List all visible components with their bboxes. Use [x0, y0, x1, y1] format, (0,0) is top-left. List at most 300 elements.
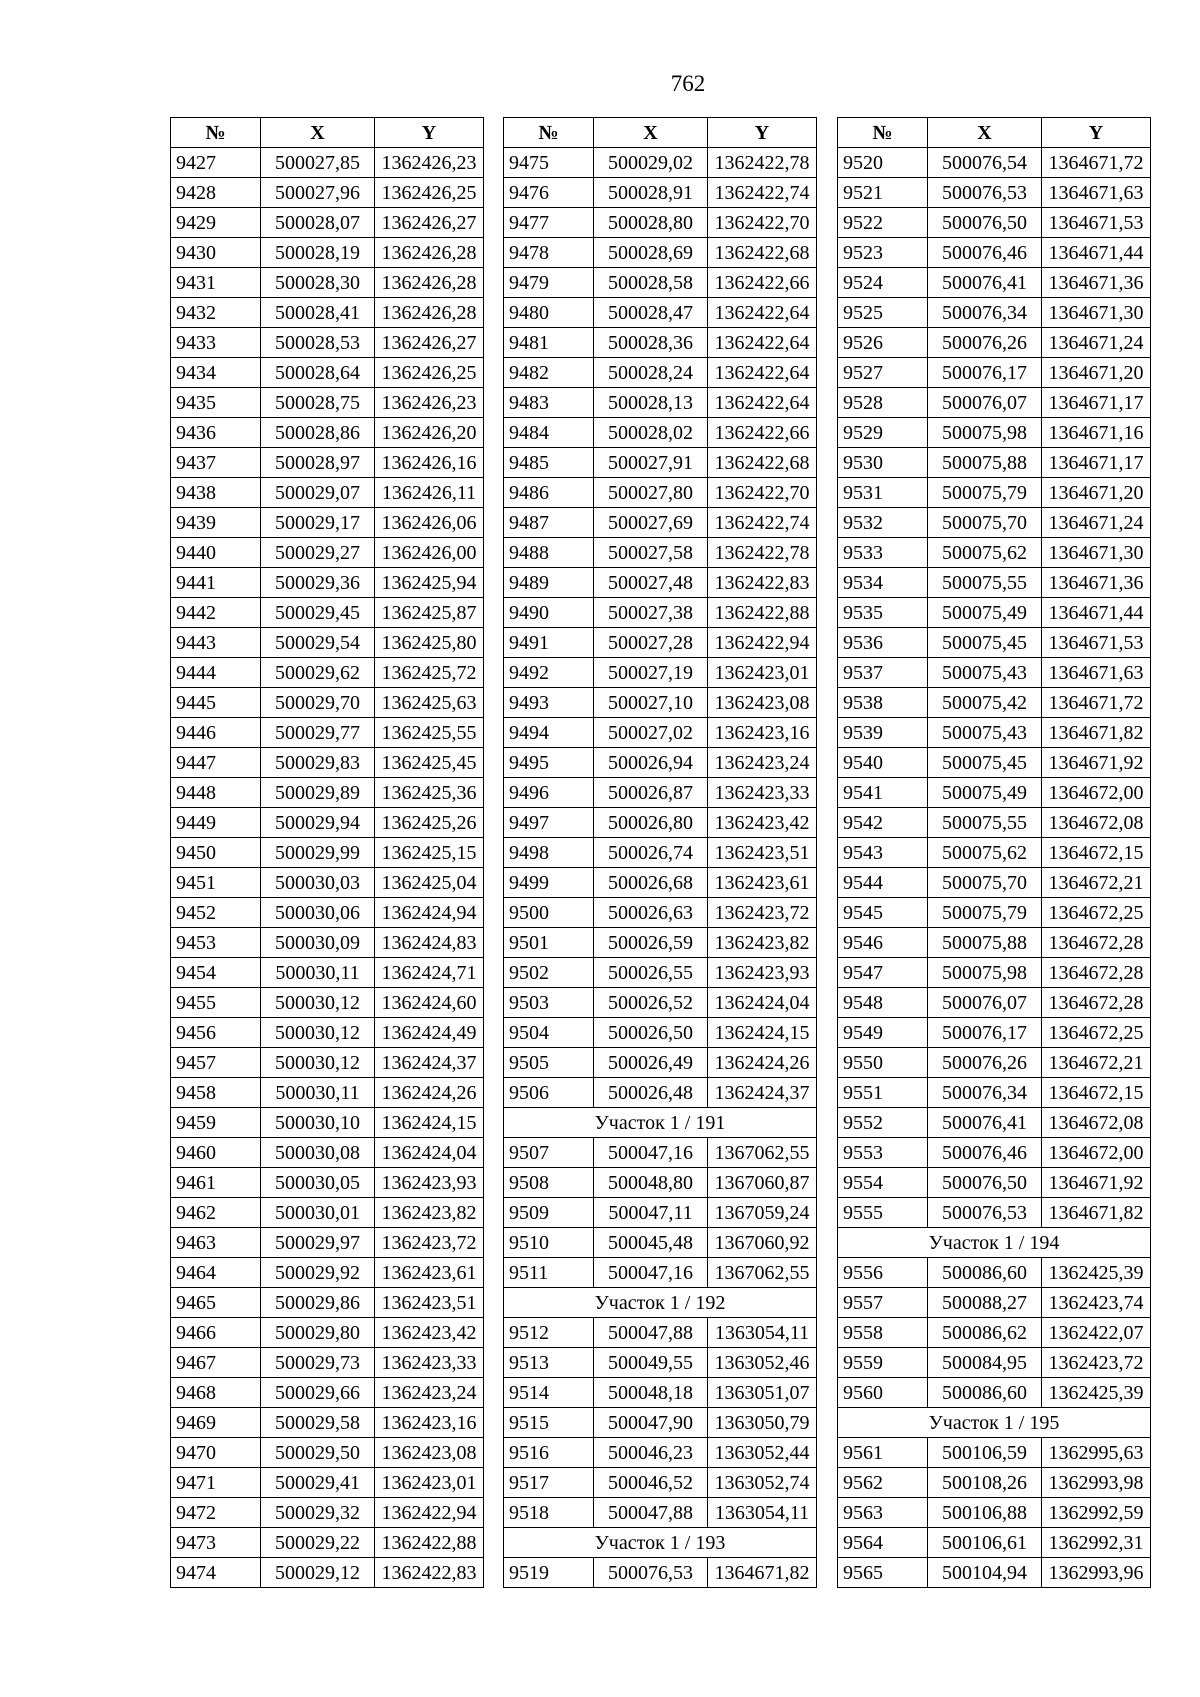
table-row: [838, 778, 1151, 808]
table-row: [171, 988, 484, 1018]
x-coordinate-cell: 500028,19: [261, 238, 375, 268]
table-row: [504, 988, 817, 1018]
x-coordinate-cell: 500028,75: [261, 388, 375, 418]
table-row: [171, 1408, 484, 1438]
y-coordinate-cell: 1362426,23: [375, 388, 484, 418]
point-number-cell: 9522: [838, 208, 928, 238]
table-row: [838, 898, 1151, 928]
x-coordinate-cell: 500047,11: [594, 1198, 708, 1228]
y-coordinate-cell: 1362423,72: [375, 1228, 484, 1258]
y-coordinate-cell: 1364671,30: [1042, 298, 1151, 328]
table-row: [838, 748, 1151, 778]
table-row: [504, 688, 817, 718]
point-number-cell: 9548: [838, 988, 928, 1018]
table-row: [838, 928, 1151, 958]
x-coordinate-cell: 500030,12: [261, 1048, 375, 1078]
point-number-cell: 9547: [838, 958, 928, 988]
x-coordinate-cell: 500076,46: [928, 238, 1042, 268]
x-coordinate-cell: 500029,62: [261, 658, 375, 688]
table-row: [171, 388, 484, 418]
header-row: [838, 118, 1151, 148]
point-number-cell: 9519: [504, 1558, 594, 1588]
point-number-cell: 9468: [171, 1378, 261, 1408]
y-coordinate-cell: 1362423,16: [375, 1408, 484, 1438]
column-header-y: Y: [375, 118, 484, 148]
x-coordinate-cell: 500029,89: [261, 778, 375, 808]
y-coordinate-cell: 1363054,11: [708, 1318, 817, 1348]
table-row: [504, 148, 817, 178]
x-coordinate-cell: 500027,85: [261, 148, 375, 178]
y-coordinate-cell: 1362423,24: [375, 1378, 484, 1408]
x-coordinate-cell: 500048,80: [594, 1168, 708, 1198]
y-coordinate-cell: 1362425,55: [375, 718, 484, 748]
table-row: [171, 1318, 484, 1348]
x-coordinate-cell: 500027,02: [594, 718, 708, 748]
table-row: [171, 1348, 484, 1378]
table-row: [504, 838, 817, 868]
coordinates-table-2: [503, 117, 817, 1588]
point-number-cell: 9539: [838, 718, 928, 748]
table-row: [838, 178, 1151, 208]
point-number-cell: 9430: [171, 238, 261, 268]
y-coordinate-cell: 1363052,44: [708, 1438, 817, 1468]
y-coordinate-cell: 1362422,70: [708, 478, 817, 508]
table-row: [504, 358, 817, 388]
x-coordinate-cell: 500026,74: [594, 838, 708, 868]
point-number-cell: 9500: [504, 898, 594, 928]
x-coordinate-cell: 500076,07: [928, 988, 1042, 1018]
table-row: [838, 418, 1151, 448]
table-row: [171, 958, 484, 988]
y-coordinate-cell: 1364671,92: [1042, 748, 1151, 778]
table-row: [838, 1048, 1151, 1078]
x-coordinate-cell: 500075,49: [928, 598, 1042, 628]
x-coordinate-cell: 500029,54: [261, 628, 375, 658]
table-row: [171, 1228, 484, 1258]
point-number-cell: 9498: [504, 838, 594, 868]
x-coordinate-cell: 500030,03: [261, 868, 375, 898]
x-coordinate-cell: 500030,05: [261, 1168, 375, 1198]
y-coordinate-cell: 1364671,20: [1042, 478, 1151, 508]
table-row: [838, 268, 1151, 298]
table-row: [504, 1438, 817, 1468]
y-coordinate-cell: 1362995,63: [1042, 1438, 1151, 1468]
table-row: [171, 1048, 484, 1078]
y-coordinate-cell: 1362423,24: [708, 748, 817, 778]
table-row: [171, 628, 484, 658]
y-coordinate-cell: 1362426,00: [375, 538, 484, 568]
y-coordinate-cell: 1363054,11: [708, 1498, 817, 1528]
x-coordinate-cell: 500029,86: [261, 1288, 375, 1318]
table-row: [504, 748, 817, 778]
x-coordinate-cell: 500048,18: [594, 1378, 708, 1408]
y-coordinate-cell: 1364672,21: [1042, 1048, 1151, 1078]
x-coordinate-cell: 500075,55: [928, 808, 1042, 838]
x-coordinate-cell: 500108,26: [928, 1468, 1042, 1498]
y-coordinate-cell: 1364671,16: [1042, 418, 1151, 448]
table-row: [171, 418, 484, 448]
table-row: [838, 838, 1151, 868]
point-number-cell: 9433: [171, 328, 261, 358]
y-coordinate-cell: 1364672,00: [1042, 1138, 1151, 1168]
point-number-cell: 9536: [838, 628, 928, 658]
point-number-cell: 9427: [171, 148, 261, 178]
y-coordinate-cell: 1364672,21: [1042, 868, 1151, 898]
y-coordinate-cell: 1367059,24: [708, 1198, 817, 1228]
point-number-cell: 9458: [171, 1078, 261, 1108]
section-label: Участок 1 / 191: [504, 1108, 817, 1138]
point-number-cell: 9473: [171, 1528, 261, 1558]
table-row: [838, 478, 1151, 508]
point-number-cell: 9439: [171, 508, 261, 538]
y-coordinate-cell: 1362426,28: [375, 268, 484, 298]
y-coordinate-cell: 1362425,04: [375, 868, 484, 898]
point-number-cell: 9557: [838, 1288, 928, 1318]
x-coordinate-cell: 500076,17: [928, 358, 1042, 388]
x-coordinate-cell: 500106,61: [928, 1528, 1042, 1558]
y-coordinate-cell: 1364671,63: [1042, 178, 1151, 208]
y-coordinate-cell: 1363052,74: [708, 1468, 817, 1498]
point-number-cell: 9502: [504, 958, 594, 988]
x-coordinate-cell: 500047,88: [594, 1318, 708, 1348]
table-row: [171, 478, 484, 508]
y-coordinate-cell: 1364672,15: [1042, 1078, 1151, 1108]
y-coordinate-cell: 1362425,39: [1042, 1378, 1151, 1408]
x-coordinate-cell: 500075,88: [928, 448, 1042, 478]
point-number-cell: 9435: [171, 388, 261, 418]
table-row: [504, 478, 817, 508]
table-row: [171, 148, 484, 178]
x-coordinate-cell: 500026,80: [594, 808, 708, 838]
x-coordinate-cell: 500028,24: [594, 358, 708, 388]
point-number-cell: 9526: [838, 328, 928, 358]
y-coordinate-cell: 1362422,68: [708, 238, 817, 268]
y-coordinate-cell: 1362426,20: [375, 418, 484, 448]
table-row: [171, 328, 484, 358]
point-number-cell: 9469: [171, 1408, 261, 1438]
point-number-cell: 9514: [504, 1378, 594, 1408]
x-coordinate-cell: 500104,94: [928, 1558, 1042, 1588]
y-coordinate-cell: 1362426,25: [375, 178, 484, 208]
table-row: [171, 658, 484, 688]
table-row: [838, 688, 1151, 718]
table-row: [504, 628, 817, 658]
point-number-cell: 9559: [838, 1348, 928, 1378]
y-coordinate-cell: 1362425,94: [375, 568, 484, 598]
y-coordinate-cell: 1362424,04: [375, 1138, 484, 1168]
y-coordinate-cell: 1364672,25: [1042, 898, 1151, 928]
point-number-cell: 9537: [838, 658, 928, 688]
point-number-cell: 9489: [504, 568, 594, 598]
point-number-cell: 9444: [171, 658, 261, 688]
point-number-cell: 9553: [838, 1138, 928, 1168]
y-coordinate-cell: 1362426,23: [375, 148, 484, 178]
x-coordinate-cell: 500075,88: [928, 928, 1042, 958]
x-coordinate-cell: 500029,58: [261, 1408, 375, 1438]
point-number-cell: 9543: [838, 838, 928, 868]
x-coordinate-cell: 500028,36: [594, 328, 708, 358]
point-number-cell: 9546: [838, 928, 928, 958]
x-coordinate-cell: 500029,97: [261, 1228, 375, 1258]
table-row: [838, 718, 1151, 748]
x-coordinate-cell: 500029,94: [261, 808, 375, 838]
x-coordinate-cell: 500026,50: [594, 1018, 708, 1048]
x-coordinate-cell: 500029,92: [261, 1258, 375, 1288]
y-coordinate-cell: 1364672,28: [1042, 928, 1151, 958]
point-number-cell: 9451: [171, 868, 261, 898]
point-number-cell: 9463: [171, 1228, 261, 1258]
y-coordinate-cell: 1367060,87: [708, 1168, 817, 1198]
table-row: [171, 238, 484, 268]
x-coordinate-cell: 500075,70: [928, 868, 1042, 898]
y-coordinate-cell: 1362422,78: [708, 538, 817, 568]
point-number-cell: 9445: [171, 688, 261, 718]
table-row: [171, 1018, 484, 1048]
y-coordinate-cell: 1362424,94: [375, 898, 484, 928]
point-number-cell: 9510: [504, 1228, 594, 1258]
x-coordinate-cell: 500075,43: [928, 718, 1042, 748]
y-coordinate-cell: 1362423,72: [708, 898, 817, 928]
table-row: [838, 568, 1151, 598]
table-row: [838, 1438, 1151, 1468]
table-row: [171, 808, 484, 838]
point-number-cell: 9551: [838, 1078, 928, 1108]
x-coordinate-cell: 500029,27: [261, 538, 375, 568]
x-coordinate-cell: 500027,10: [594, 688, 708, 718]
x-coordinate-cell: 500030,11: [261, 958, 375, 988]
point-number-cell: 9441: [171, 568, 261, 598]
table-row: [838, 388, 1151, 418]
table-row: [838, 1258, 1151, 1288]
x-coordinate-cell: 500045,48: [594, 1228, 708, 1258]
y-coordinate-cell: 1362424,49: [375, 1018, 484, 1048]
x-coordinate-cell: 500026,48: [594, 1078, 708, 1108]
point-number-cell: 9563: [838, 1498, 928, 1528]
y-coordinate-cell: 1362423,16: [708, 718, 817, 748]
table-row: [504, 1408, 817, 1438]
column-header-number: №: [171, 118, 261, 148]
point-number-cell: 9459: [171, 1108, 261, 1138]
table-row: [504, 1048, 817, 1078]
y-coordinate-cell: 1362422,83: [375, 1558, 484, 1588]
point-number-cell: 9488: [504, 538, 594, 568]
x-coordinate-cell: 500026,59: [594, 928, 708, 958]
point-number-cell: 9454: [171, 958, 261, 988]
y-coordinate-cell: 1362426,25: [375, 358, 484, 388]
point-number-cell: 9560: [838, 1378, 928, 1408]
header-row: [504, 118, 817, 148]
table-row: [504, 298, 817, 328]
table-row: [504, 1468, 817, 1498]
table-row: [504, 208, 817, 238]
table-row: [171, 748, 484, 778]
table-row: [171, 178, 484, 208]
table-row: [838, 1348, 1151, 1378]
x-coordinate-cell: 500028,80: [594, 208, 708, 238]
x-coordinate-cell: 500029,17: [261, 508, 375, 538]
point-number-cell: 9446: [171, 718, 261, 748]
y-coordinate-cell: 1362425,15: [375, 838, 484, 868]
table-row: [504, 1168, 817, 1198]
table-row: [504, 898, 817, 928]
point-number-cell: 9542: [838, 808, 928, 838]
y-coordinate-cell: 1362425,80: [375, 628, 484, 658]
section-row: [504, 1528, 817, 1558]
point-number-cell: 9465: [171, 1288, 261, 1318]
point-number-cell: 9504: [504, 1018, 594, 1048]
x-coordinate-cell: 500075,55: [928, 568, 1042, 598]
x-coordinate-cell: 500028,91: [594, 178, 708, 208]
y-coordinate-cell: 1362423,61: [375, 1258, 484, 1288]
x-coordinate-cell: 500076,07: [928, 388, 1042, 418]
x-coordinate-cell: 500046,52: [594, 1468, 708, 1498]
table-row: [838, 328, 1151, 358]
table-row: [838, 208, 1151, 238]
table-row: [838, 1558, 1151, 1588]
y-coordinate-cell: 1364671,82: [708, 1558, 817, 1588]
point-number-cell: 9495: [504, 748, 594, 778]
point-number-cell: 9544: [838, 868, 928, 898]
x-coordinate-cell: 500028,58: [594, 268, 708, 298]
y-coordinate-cell: 1362425,45: [375, 748, 484, 778]
section-row: [838, 1408, 1151, 1438]
header-row: [171, 118, 484, 148]
point-number-cell: 9452: [171, 898, 261, 928]
table-row: [171, 928, 484, 958]
y-coordinate-cell: 1362423,93: [708, 958, 817, 988]
point-number-cell: 9528: [838, 388, 928, 418]
table-row: [171, 1528, 484, 1558]
point-number-cell: 9545: [838, 898, 928, 928]
point-number-cell: 9494: [504, 718, 594, 748]
point-number-cell: 9550: [838, 1048, 928, 1078]
table-row: [838, 658, 1151, 688]
x-coordinate-cell: 500030,11: [261, 1078, 375, 1108]
y-coordinate-cell: 1362422,94: [708, 628, 817, 658]
x-coordinate-cell: 500027,96: [261, 178, 375, 208]
x-coordinate-cell: 500026,49: [594, 1048, 708, 1078]
coordinates-table-3: [837, 117, 1151, 1588]
table-row: [838, 1528, 1151, 1558]
y-coordinate-cell: 1362423,01: [708, 658, 817, 688]
point-number-cell: 9432: [171, 298, 261, 328]
table-row: [171, 1078, 484, 1108]
x-coordinate-cell: 500075,79: [928, 478, 1042, 508]
table-row: [171, 298, 484, 328]
table-row: [171, 1198, 484, 1228]
x-coordinate-cell: 500030,09: [261, 928, 375, 958]
y-coordinate-cell: 1362423,82: [375, 1198, 484, 1228]
x-coordinate-cell: 500075,98: [928, 958, 1042, 988]
table-row: [504, 1198, 817, 1228]
y-coordinate-cell: 1362424,60: [375, 988, 484, 1018]
x-coordinate-cell: 500028,47: [594, 298, 708, 328]
y-coordinate-cell: 1362426,16: [375, 448, 484, 478]
point-number-cell: 9509: [504, 1198, 594, 1228]
point-number-cell: 9507: [504, 1138, 594, 1168]
x-coordinate-cell: 500028,97: [261, 448, 375, 478]
x-coordinate-cell: 500029,32: [261, 1498, 375, 1528]
point-number-cell: 9464: [171, 1258, 261, 1288]
point-number-cell: 9535: [838, 598, 928, 628]
table-row: [838, 1138, 1151, 1168]
x-coordinate-cell: 500076,26: [928, 1048, 1042, 1078]
table-row: [504, 1258, 817, 1288]
y-coordinate-cell: 1362422,78: [708, 148, 817, 178]
x-coordinate-cell: 500029,41: [261, 1468, 375, 1498]
table-row: [171, 268, 484, 298]
x-coordinate-cell: 500075,43: [928, 658, 1042, 688]
y-coordinate-cell: 1363050,79: [708, 1408, 817, 1438]
section-row: [504, 1108, 817, 1138]
point-number-cell: 9511: [504, 1258, 594, 1288]
x-coordinate-cell: 500027,80: [594, 478, 708, 508]
table-row: [504, 1498, 817, 1528]
point-number-cell: 9499: [504, 868, 594, 898]
x-coordinate-cell: 500029,70: [261, 688, 375, 718]
y-coordinate-cell: 1367062,55: [708, 1138, 817, 1168]
y-coordinate-cell: 1362424,15: [708, 1018, 817, 1048]
point-number-cell: 9447: [171, 748, 261, 778]
y-coordinate-cell: 1362424,37: [375, 1048, 484, 1078]
y-coordinate-cell: 1362423,82: [708, 928, 817, 958]
x-coordinate-cell: 500028,69: [594, 238, 708, 268]
point-number-cell: 9480: [504, 298, 594, 328]
section-label: Участок 1 / 195: [838, 1408, 1151, 1438]
point-number-cell: 9436: [171, 418, 261, 448]
table-row: [838, 1468, 1151, 1498]
table-row: [838, 1018, 1151, 1048]
section-row: [504, 1288, 817, 1318]
table-row: [504, 808, 817, 838]
point-number-cell: 9438: [171, 478, 261, 508]
x-coordinate-cell: 500027,58: [594, 538, 708, 568]
section-label: Участок 1 / 192: [504, 1288, 817, 1318]
column-header-number: №: [838, 118, 928, 148]
y-coordinate-cell: 1362423,51: [375, 1288, 484, 1318]
table-row: [504, 568, 817, 598]
x-coordinate-cell: 500028,07: [261, 208, 375, 238]
y-coordinate-cell: 1362423,08: [708, 688, 817, 718]
y-coordinate-cell: 1364671,44: [1042, 598, 1151, 628]
x-coordinate-cell: 500106,88: [928, 1498, 1042, 1528]
x-coordinate-cell: 500075,98: [928, 418, 1042, 448]
y-coordinate-cell: 1362425,63: [375, 688, 484, 718]
table-body: [838, 148, 1151, 1588]
y-coordinate-cell: 1362422,64: [708, 328, 817, 358]
point-number-cell: 9556: [838, 1258, 928, 1288]
point-number-cell: 9476: [504, 178, 594, 208]
y-coordinate-cell: 1362422,83: [708, 568, 817, 598]
x-coordinate-cell: 500047,16: [594, 1138, 708, 1168]
x-coordinate-cell: 500075,70: [928, 508, 1042, 538]
table-row: [504, 448, 817, 478]
x-coordinate-cell: 500075,45: [928, 748, 1042, 778]
y-coordinate-cell: 1362425,36: [375, 778, 484, 808]
y-coordinate-cell: 1363052,46: [708, 1348, 817, 1378]
table-row: [838, 628, 1151, 658]
x-coordinate-cell: 500076,50: [928, 208, 1042, 238]
y-coordinate-cell: 1362423,72: [1042, 1348, 1151, 1378]
column-header-x: X: [261, 118, 375, 148]
point-number-cell: 9485: [504, 448, 594, 478]
x-coordinate-cell: 500075,49: [928, 778, 1042, 808]
x-coordinate-cell: 500076,34: [928, 1078, 1042, 1108]
point-number-cell: 9564: [838, 1528, 928, 1558]
point-number-cell: 9487: [504, 508, 594, 538]
x-coordinate-cell: 500075,62: [928, 838, 1042, 868]
table-row: [504, 1078, 817, 1108]
